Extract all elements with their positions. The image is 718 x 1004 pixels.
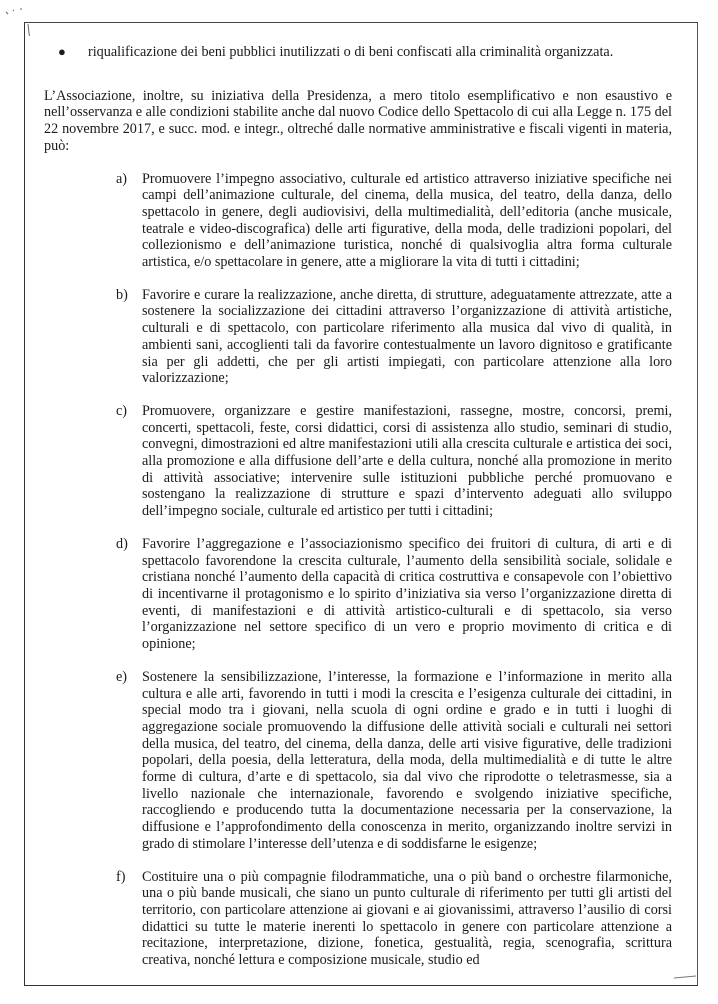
list-letter: c) [116,402,128,419]
list-letter: a) [116,170,128,187]
list-letter: f) [116,868,126,885]
document-body [44,44,672,985]
bullet-item [44,44,672,61]
list-letter: b) [116,286,128,303]
bullet-text: riqualificazione dei beni pubblici inutilizzati o di beni confiscati alla criminalità organizzata. [88,44,614,60]
list-item-a [116,171,672,271]
list-item-e [116,669,672,853]
list-text: Favorire l’aggregazione e l’associazionismo specifico dei fruitori di cultura, di arti e di spettacolo favorendone la crescita culturale, l’aumento della sensibilità sociale, solidale e cristiana nonché l’aumento della capacità di critica costruttiva e consapevole con l’obiettivo di incentivarne il protagonismo e lo spirito d’iniziativa sia verso l’organizzazione diretta di eventi, di manifestazioni e di attività artistico-culturali e di spettacolo, sia verso l’organizzazione nel settore specifico di un vero e proprio movimento di critica e di opinione; [142,535,672,653]
scan-edge-mark [672,962,702,992]
list-item-c [116,403,672,520]
list-letter: e) [116,668,128,685]
list-text: Promuovere, organizzare e gestire manifestazioni, rassegne, mostre, concorsi, premi, concerti, spettacoli, feste, corsi didattici, corsi di assistenza allo studio, seminari di studio, convegni, dimostrazioni ed altre manifestazioni utili alla crescita culturale e artistica dei soci, alla promozione e alla diffusione dell’arte e della cultura, nonché alla promozione in merito di attività associative; intervenire sulle istituzioni pubbliche perché promuovano e sostengano la realizzazione di strutture e spazi d’intervento adeguati allo sviluppo dell’impegno sociale, culturale ed artistico per tutti i cittadini; [142,402,672,520]
list-letter: d) [116,535,128,552]
list-text: Promuovere l’impegno associativo, culturale ed artistico attraverso iniziative specifiche nei campi dell’animazione culturale, del cinema, della musica, del teatro, della danza, dello spettacolo in genere, degli audiovisivi, della multimedialità, dell’editoria (anche musicale, teatrale e video-discografica) delle arti figurative, della moda, delle tradizioni popolari, del collezionismo e dell’animazione turistica, nonché di qualsivoglia altra forma culturale artistica, e/o spettacolare in genere, atte a migliorare la vita di tutti i cittadini; [142,170,672,271]
bullet-dot-icon: ● [58,44,66,59]
list-text: Costituire una o più compagnie filodrammatiche, una o più band o orchestre filarmoniche, una o più bande musicali, che siano un punto culturale di riferimento per tutti gli artisti del territorio, con particolare attenzione ai giovani e ai giovanissimi, attraverso l’ausilio di corsi didattici su tutte le materie inerenti lo spettacolo in genere con particolare attenzione a recitazione, interpretazione, dizione, fonetica, gestualità, regia, scenografia, scrittura creativa, nonché lettura e composizione musicale, studio ed [142,868,672,969]
list-item-b [116,287,672,387]
intro-paragraph: L’Associazione, inoltre, su iniziativa della Presidenza, a mero titolo esemplificativo e non esaustivo e nell’osservanza e alle condizioni stabilite anche dal nuovo Codice dello Spettacolo di cui alla Legge n. 175 del 22 novembre 2017, e succ. mod. e integr., oltreché dalle normative amministrative e fiscali vigenti in materia, può: [44,87,672,154]
list-text: Sostenere la sensibilizzazione, l’interesse, la formazione e l’informazione in merito alla cultura e alle arti, favorendo in tutti i modi la crescita e l’esigenza culturale dei cittadini, in special modo tra i giovani, nella scuola di ogni ordine e grado e in tutti i luoghi di aggregazione sociale promuovendo la diffusione delle attività sociali e culturali nei settori della musica, del teatro, del cinema, della danza, delle arti visive figurative, delle tradizioni popolari, della poesia, della letteratura, della moda, della multimedialità e di tutte le altre forme di cultura, d’arte e di spettacolo, sia dal vivo che riprodotte o teletrasmesse, sia a livello nazionale che internazionale, favorendo e svolgendo iniziative specifiche, raccogliendo e producendo tutta la documentazione necessaria per la conservazione, la diffusione e l’approfondimento della conoscenza in merito, organizzando inoltre servizi in grado di stimolare l’interesse dell’utenza e di soddisfarne le esigenze; [142,668,672,852]
list-item-f [116,869,672,969]
list-item-d [116,536,672,653]
list-text: Favorire e curare la realizzazione, anche diretta, di strutture, adeguatamente attrezzate, atte a sostenere la socializzazione dei cittadini attraverso l’organizzazione di attività artistiche, culturali e di spettacolo, con particolare riferimento alla musica dal vivo di qualità, in ambienti sani, accoglienti tali da favorire contestualmente un lavoro dignitoso e gratificante sia per gli addetti, che per gli artisti impiegati, con particolare attenzione alla loro valorizzazione; [142,286,672,387]
